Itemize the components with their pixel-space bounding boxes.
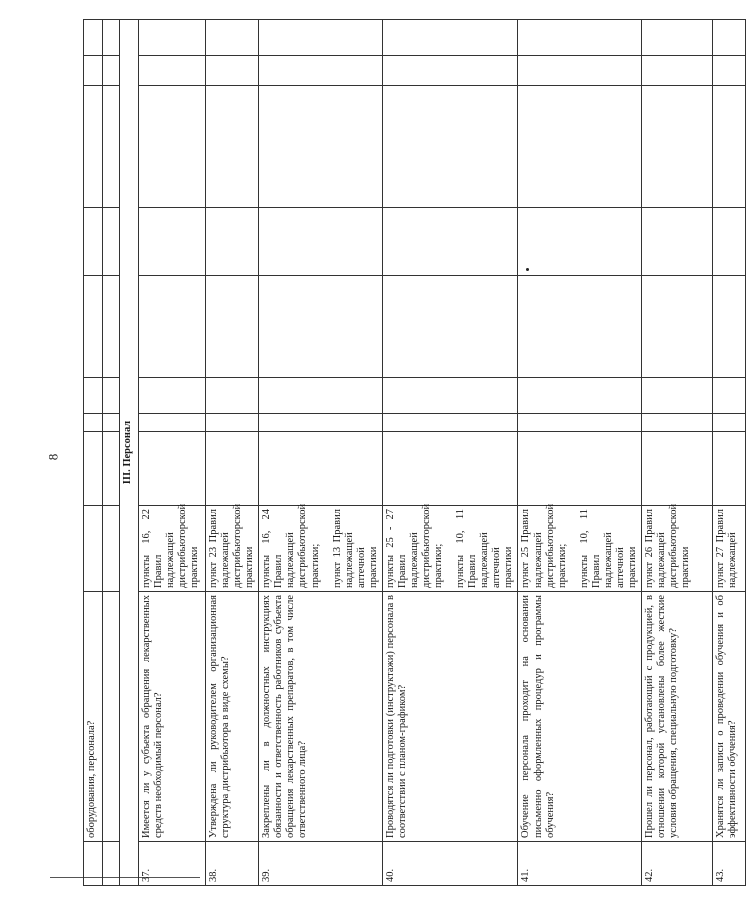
empty-cell (139, 20, 206, 56)
table-row (382, 20, 518, 886)
reference-text: пункты 16, 24 Правил надлежащей дистрибьюторской практики; (261, 503, 321, 588)
table-row (518, 20, 642, 886)
row-question: Обучение персонала проходит на основании письменно оформленных процедур и программы обучения? (518, 592, 642, 842)
reference-text: пункт 13 Правил надлежащей аптечной практики (331, 509, 379, 588)
empty-cell (642, 56, 713, 86)
empty-cell (259, 414, 383, 432)
empty-cell (713, 86, 746, 208)
empty-cell (642, 86, 713, 208)
reference-text: пункт 25 Правил надлежащей дистрибьюторской практики; (520, 503, 568, 588)
empty-cell (642, 20, 713, 56)
empty-cell (518, 378, 642, 414)
carryover-row (84, 20, 103, 886)
empty-cell (382, 20, 518, 56)
reference-text: пункты 10, 11 Правил надлежащей аптечной практики (578, 509, 638, 588)
reference-text: пункт 26 Правил надлежащей дистрибьюторской практики (644, 503, 692, 588)
empty-cell (713, 432, 746, 506)
empty-cell (642, 432, 713, 506)
reference-text: пункты 25 - 27 Правил надлежащей дистрибьюторской практики; (384, 503, 445, 588)
reference-text: пункты 16, 22 Правил надлежащей дистрибьюторской практики (141, 503, 201, 588)
empty-cell (713, 208, 746, 276)
empty-cell (206, 56, 259, 86)
empty-cell (382, 432, 518, 506)
table-row (713, 20, 746, 886)
empty-cell (642, 414, 713, 432)
empty-cell (382, 276, 518, 378)
page-number: 8 (45, 453, 61, 461)
empty-cell (206, 276, 259, 378)
empty-cell (206, 414, 259, 432)
empty-cell (259, 432, 383, 506)
row-references (642, 503, 713, 592)
row-number: 39. (259, 842, 383, 886)
row-question: Имеется ли у субъекта обращения лекарственных средств необходимый персонал? (139, 592, 206, 842)
row-question: Хранятся ли записи о проведении обучения и об эффективности обучения? (713, 592, 746, 842)
empty-cell (259, 378, 383, 414)
empty-cell (259, 208, 383, 276)
empty-cell (206, 432, 259, 506)
row-question: Проводятся ли подготовки (инструктажи) персонала в соответствии с планом-графиком? (382, 592, 518, 842)
empty-cell (642, 208, 713, 276)
table-row (642, 20, 713, 886)
table-row (139, 20, 206, 886)
empty-cell (206, 378, 259, 414)
empty-cell (139, 86, 206, 208)
carryover-text: оборудования, персонала? (84, 592, 103, 842)
table-row (259, 20, 383, 886)
empty-cell (139, 56, 206, 86)
empty-cell (206, 208, 259, 276)
row-number: 42. (642, 842, 713, 886)
empty-cell (518, 208, 642, 276)
rotated-content (83, 20, 739, 886)
empty-cell (382, 208, 518, 276)
reference-text: пункты 10, 11 Правил надлежащей аптечной практики (455, 509, 515, 588)
empty-cell (518, 86, 642, 208)
row-references (139, 503, 206, 592)
empty-cell (518, 20, 642, 56)
row-number: 38. (206, 842, 259, 886)
empty-cell (259, 56, 383, 86)
empty-cell (259, 86, 383, 208)
empty-cell (713, 414, 746, 432)
row-question: Закреплены ли в должностных инструкциях обязанности и ответственность работников субъекта обращения лекарственных препаратов, в том числе ответственного лица? (259, 592, 383, 842)
row-question: Прошел ли персонал, работающий с продукцией, в отношении которой установлены более жесткие условия обращения, специальную подготовку? (642, 592, 713, 842)
empty-cell (518, 414, 642, 432)
row-references (713, 506, 746, 592)
empty-cell (713, 276, 746, 378)
empty-cell (642, 378, 713, 414)
carryover-num-cell (84, 842, 103, 886)
empty-cell (139, 378, 206, 414)
section-title: III. Персонал (120, 20, 139, 886)
empty-cell (382, 86, 518, 208)
checklist-table-wrapper (83, 20, 739, 886)
table-row (206, 20, 259, 886)
empty-cell (518, 276, 642, 378)
section-row (120, 20, 139, 886)
row-references (382, 503, 518, 592)
empty-cell (382, 378, 518, 414)
row-number: 37. (139, 842, 206, 886)
empty-cell (382, 56, 518, 86)
empty-cell (518, 432, 642, 506)
row-question: Утверждена ли руководителем организационная структура дистрибьютора в виде схемы? (206, 592, 259, 842)
empty-cell (206, 86, 259, 208)
reference-text: пункт 23 Правил надлежащей дистрибьюторской практики (208, 503, 256, 588)
empty-cell (713, 20, 746, 56)
empty-cell (713, 378, 746, 414)
row-number: 41. (518, 842, 642, 886)
empty-cell (139, 276, 206, 378)
row-number: 40. (382, 842, 518, 886)
empty-cell (382, 414, 518, 432)
empty-cell (139, 432, 206, 506)
empty-cell (139, 208, 206, 276)
empty-cell (713, 56, 746, 86)
row-references (259, 503, 383, 592)
empty-cell (139, 414, 206, 432)
empty-cell (518, 56, 642, 86)
row-number: 43. (713, 842, 746, 886)
empty-cell (642, 276, 713, 378)
empty-cell (259, 20, 383, 56)
reference-text: пункт 27 Правил надлежащей (715, 509, 739, 588)
empty-cell (206, 20, 259, 56)
row-references (206, 503, 259, 592)
spacer-row (103, 20, 120, 886)
checklist-table (83, 19, 746, 886)
row-references (518, 503, 642, 592)
empty-cell (259, 276, 383, 378)
